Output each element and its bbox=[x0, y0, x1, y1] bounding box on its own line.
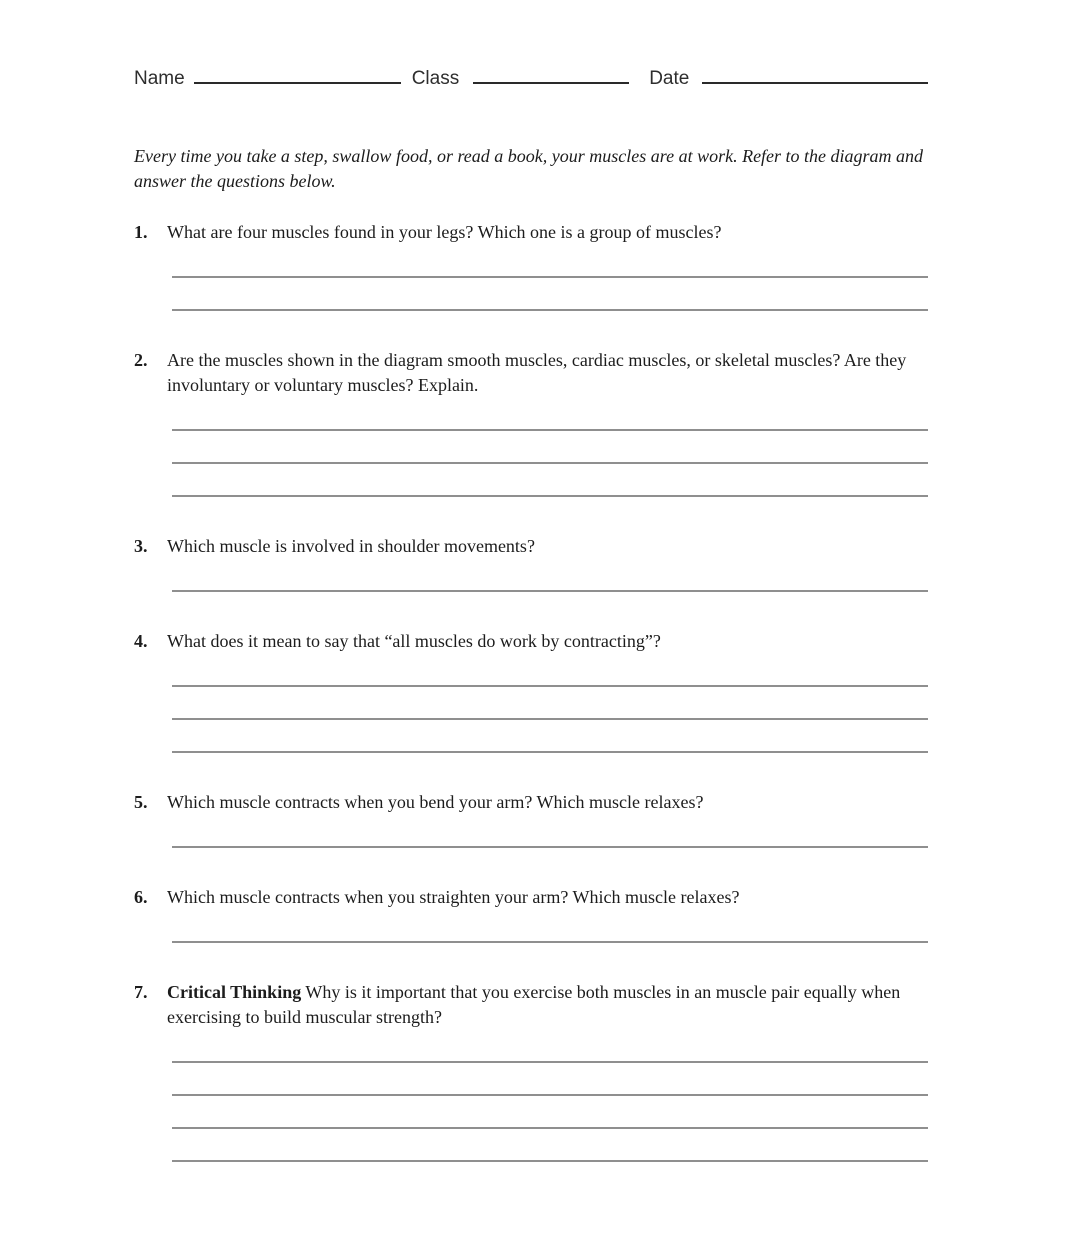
question-item-7 bbox=[134, 980, 928, 1162]
question-row bbox=[134, 534, 928, 559]
answer-lines bbox=[172, 1030, 928, 1162]
answer-blank-line bbox=[172, 815, 928, 848]
question-row bbox=[134, 220, 928, 245]
question-item-3 bbox=[134, 534, 928, 592]
answer-blank-line bbox=[172, 245, 928, 278]
answer-blank-line bbox=[172, 464, 928, 497]
question-number: 2. bbox=[134, 350, 148, 370]
question-text bbox=[167, 534, 928, 559]
answer-lines bbox=[172, 398, 928, 497]
question-number: 7. bbox=[134, 982, 148, 1002]
question-number: 1. bbox=[134, 222, 148, 242]
answer-lines bbox=[172, 654, 928, 753]
question-body: Which muscle contracts when you bend your arm? Which muscle relaxes? bbox=[167, 792, 704, 812]
question-bold-prefix: Critical Thinking bbox=[167, 982, 302, 1002]
question-row bbox=[134, 629, 928, 654]
question-number: 3. bbox=[134, 536, 148, 556]
answer-blank-line bbox=[172, 1129, 928, 1162]
answer-lines bbox=[172, 815, 928, 848]
question-item-6 bbox=[134, 885, 928, 943]
answer-blank-line bbox=[172, 559, 928, 592]
question-body: Which muscle contracts when you straighten your arm? Which muscle relaxes? bbox=[167, 887, 740, 907]
name-blank-field bbox=[194, 69, 401, 84]
question-text bbox=[167, 885, 928, 910]
header-row bbox=[134, 68, 928, 90]
answer-blank-line bbox=[172, 1030, 928, 1063]
question-item-4 bbox=[134, 629, 928, 753]
question-body: Are the muscles shown in the diagram smooth muscles, cardiac muscles, or skeletal muscles? Are they involuntary or voluntary muscles? Explain. bbox=[167, 350, 907, 395]
name-label: Name bbox=[134, 68, 185, 89]
question-row bbox=[134, 790, 928, 815]
answer-blank-line bbox=[172, 720, 928, 753]
intro-paragraph: Every time you take a step, swallow food, or read a book, your muscles are at work. Refer to the diagram and answer the questions below. bbox=[134, 146, 924, 191]
questions-list bbox=[134, 220, 928, 1162]
question-item-5 bbox=[134, 790, 928, 848]
answer-blank-line bbox=[172, 278, 928, 311]
answer-lines bbox=[172, 910, 928, 943]
question-text bbox=[167, 980, 928, 1030]
question-text bbox=[167, 790, 928, 815]
question-number: 6. bbox=[134, 887, 148, 907]
answer-lines bbox=[172, 245, 928, 311]
question-number: 4. bbox=[134, 631, 148, 651]
answer-blank-line bbox=[172, 654, 928, 687]
question-row bbox=[134, 980, 928, 1030]
question-text bbox=[167, 348, 928, 398]
question-item-1 bbox=[134, 220, 928, 311]
answer-blank-line bbox=[172, 431, 928, 464]
question-text bbox=[167, 629, 928, 654]
answer-blank-line bbox=[172, 1096, 928, 1129]
answer-blank-line bbox=[172, 398, 928, 431]
answer-lines bbox=[172, 559, 928, 592]
question-body: What does it mean to say that “all muscles do work by contracting”? bbox=[167, 631, 661, 651]
date-blank-field bbox=[702, 69, 928, 84]
answer-blank-line bbox=[172, 687, 928, 720]
question-row bbox=[134, 885, 928, 910]
class-label: Class bbox=[411, 68, 460, 89]
question-text bbox=[167, 220, 928, 245]
answer-blank-line bbox=[172, 910, 928, 943]
question-body: Which muscle is involved in shoulder movements? bbox=[167, 536, 535, 556]
question-row bbox=[134, 348, 928, 398]
question-body: What are four muscles found in your legs? Which one is a group of muscles? bbox=[167, 222, 722, 242]
question-body: Why is it important that you exercise both muscles in an muscle pair equally when exercising to build muscular strength? bbox=[167, 982, 901, 1027]
answer-blank-line bbox=[172, 1063, 928, 1096]
date-label: Date bbox=[649, 68, 690, 89]
question-item-2 bbox=[134, 348, 928, 497]
class-blank-field bbox=[473, 69, 629, 84]
question-number: 5. bbox=[134, 792, 148, 812]
